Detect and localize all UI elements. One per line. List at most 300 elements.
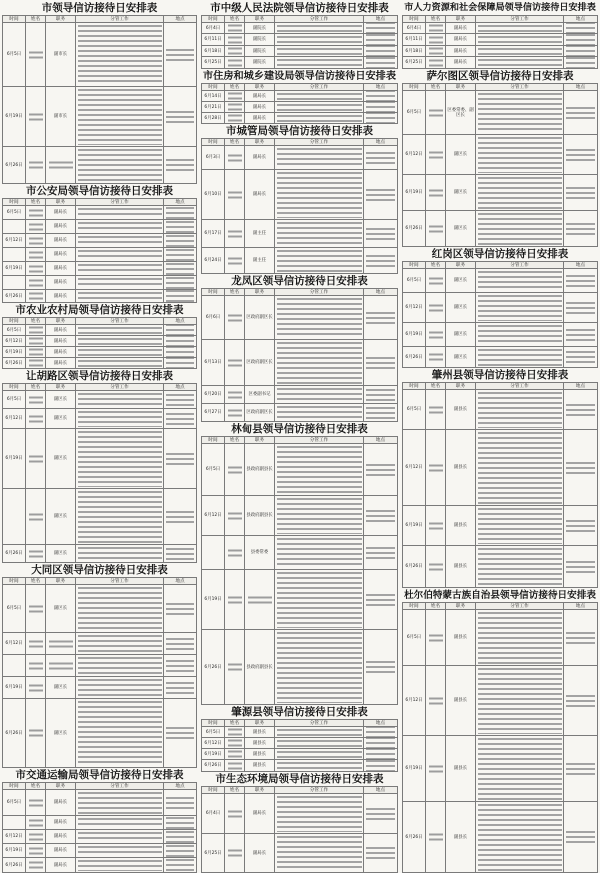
illegible-text	[228, 762, 242, 769]
date-cell	[403, 269, 426, 292]
name-cell	[26, 655, 46, 676]
location-cell	[164, 391, 197, 408]
position-cell	[245, 340, 275, 385]
table-header-row	[3, 318, 197, 325]
position-cell	[245, 248, 275, 273]
name-cell	[26, 276, 46, 289]
name-cell	[225, 146, 245, 169]
schedule-section	[201, 125, 398, 274]
location-cell	[364, 23, 398, 33]
date-cell	[403, 23, 426, 33]
reception-date: 6月13日	[204, 360, 222, 365]
duties-cell	[275, 496, 364, 535]
illegible-text	[29, 833, 43, 840]
position-cell	[46, 858, 76, 872]
date-cell	[202, 57, 225, 68]
illegible-text	[429, 697, 443, 704]
name-cell	[225, 760, 245, 771]
location-cell	[364, 444, 398, 495]
column-header	[364, 289, 398, 295]
location-cell	[564, 546, 598, 587]
illegible-text	[366, 152, 395, 164]
name-cell	[426, 347, 446, 367]
official-position: 副区长	[53, 416, 68, 421]
illegible-text	[78, 679, 162, 697]
official-position: 县政府副县长	[246, 467, 273, 472]
column-header-label: 职务	[254, 720, 265, 726]
location-cell	[164, 858, 197, 872]
position-cell	[245, 496, 275, 535]
name-cell	[26, 633, 46, 654]
reception-date: 6月3日	[205, 155, 221, 160]
position-cell	[245, 170, 275, 219]
date-cell	[202, 248, 225, 273]
position-cell	[245, 102, 275, 112]
column-header-label: 分管工作	[510, 383, 529, 389]
reception-date: 6月5日	[6, 397, 22, 402]
name-cell	[225, 630, 245, 704]
illegible-text	[29, 360, 43, 367]
date-cell	[202, 102, 225, 112]
column-header-label: 地点	[575, 16, 586, 22]
illegible-text	[366, 102, 395, 112]
name-cell	[26, 409, 46, 428]
location-cell	[164, 276, 197, 289]
column-header	[476, 262, 564, 268]
official-position: 副区长	[453, 152, 468, 157]
location-cell	[364, 834, 398, 872]
column-header-label: 地点	[175, 384, 185, 390]
illegible-text	[277, 632, 362, 703]
illegible-text	[78, 701, 162, 766]
official-position: 副区长	[53, 551, 68, 556]
table-row	[403, 34, 598, 46]
illegible-text	[366, 661, 395, 673]
column-header-label: 分管工作	[110, 384, 129, 390]
column-header-label: 职务	[254, 787, 265, 793]
duties-cell	[476, 34, 564, 45]
column-header	[564, 603, 598, 609]
table-header-row	[3, 199, 197, 206]
position-cell	[46, 429, 76, 488]
table-row	[202, 834, 398, 873]
illegible-text	[78, 832, 162, 842]
position-cell	[446, 430, 476, 505]
illegible-text	[277, 342, 362, 384]
position-cell	[46, 844, 76, 857]
official-position: 副主任	[252, 231, 267, 236]
reception-date: 6月12日	[204, 740, 222, 746]
column-header	[76, 318, 164, 324]
duties-cell	[275, 386, 364, 403]
location-cell	[164, 262, 197, 275]
table-title: 大同区领导信访接待日安排表	[31, 564, 168, 576]
duties-cell	[275, 220, 364, 247]
date-cell	[202, 570, 225, 629]
name-cell	[26, 234, 46, 247]
column-header	[46, 783, 76, 789]
column-header	[164, 783, 197, 789]
table-row	[3, 147, 197, 184]
position-cell	[446, 211, 476, 246]
official-position: 副局长	[53, 848, 68, 853]
position-cell	[46, 409, 76, 428]
column-header-label: 姓名	[30, 199, 41, 205]
column-header	[476, 383, 564, 389]
column-header-label: 时间	[9, 384, 19, 390]
date-cell	[202, 296, 225, 339]
location-cell	[564, 390, 598, 429]
table-row	[403, 666, 598, 736]
table-row	[403, 57, 598, 69]
illegible-text	[166, 859, 194, 871]
column-header	[46, 384, 76, 390]
column-header-label: 姓名	[30, 384, 41, 390]
illegible-text	[366, 57, 395, 68]
table-row	[202, 113, 398, 124]
position-cell	[446, 269, 476, 292]
column-header	[46, 318, 76, 324]
date-cell	[3, 830, 26, 843]
column-header	[202, 787, 225, 793]
column-header-label: 地点	[575, 262, 586, 268]
illegible-text	[566, 23, 595, 33]
location-cell	[364, 34, 398, 45]
illegible-text	[277, 572, 362, 628]
schedule-table	[2, 15, 197, 184]
column-header	[3, 384, 26, 390]
reception-date: 6月12日	[5, 641, 23, 646]
table-row	[403, 293, 598, 323]
column-header	[26, 783, 46, 789]
illegible-text	[49, 662, 73, 669]
official-position: 副局长	[252, 850, 267, 856]
name-cell	[225, 91, 245, 101]
column-header	[245, 437, 275, 443]
illegible-text	[429, 522, 443, 529]
name-cell	[26, 830, 46, 843]
illegible-text	[78, 208, 162, 218]
illegible-text	[478, 137, 562, 173]
location-cell	[364, 496, 398, 535]
schedule-table	[201, 288, 398, 422]
duties-cell	[476, 269, 564, 292]
illegible-text	[29, 265, 43, 272]
position-cell	[245, 749, 275, 759]
official-position: 副区长	[53, 514, 68, 519]
schedule-section	[402, 369, 598, 588]
illegible-text	[29, 293, 43, 300]
illegible-text	[566, 520, 595, 532]
illegible-text	[478, 59, 562, 67]
schedule-table	[402, 83, 598, 247]
official-position: 副局长	[53, 360, 68, 366]
reception-date: 6月19日	[5, 456, 23, 461]
duties-cell	[76, 699, 164, 767]
name-cell	[225, 738, 245, 748]
name-cell	[26, 325, 46, 335]
table-row	[202, 738, 398, 749]
column-header	[3, 16, 26, 22]
table-row	[202, 386, 398, 404]
position-cell	[446, 506, 476, 545]
duties-cell	[275, 404, 364, 421]
duties-cell	[76, 234, 164, 247]
column-header-label: 分管工作	[510, 262, 529, 268]
position-cell	[46, 290, 76, 302]
location-cell	[164, 489, 197, 544]
illegible-text	[166, 603, 194, 615]
illegible-text	[277, 115, 362, 122]
illegible-text	[478, 177, 562, 209]
column-header-label: 职务	[455, 16, 466, 22]
illegible-text	[166, 336, 194, 346]
reception-date: 6月5日	[406, 278, 422, 283]
position-cell	[46, 545, 76, 562]
position-cell	[245, 536, 275, 569]
position-cell	[46, 633, 76, 654]
column-header-label: 分管工作	[309, 437, 329, 443]
reception-date: 6月26日	[405, 834, 423, 840]
column-header	[476, 84, 564, 90]
position-cell	[245, 57, 275, 68]
position-cell	[46, 489, 76, 544]
date-cell	[3, 816, 26, 829]
location-cell	[364, 113, 398, 123]
date-cell	[3, 489, 26, 544]
duties-cell	[476, 293, 564, 322]
illegible-text	[29, 415, 43, 422]
column-header	[76, 578, 164, 584]
illegible-text	[478, 36, 562, 44]
duties-cell	[476, 46, 564, 56]
column-header	[225, 84, 245, 90]
name-cell	[26, 262, 46, 275]
column-header-label: 地点	[375, 720, 386, 726]
illegible-text	[166, 207, 194, 219]
illegible-text	[166, 727, 194, 739]
illegible-text	[228, 664, 242, 671]
column-header	[164, 384, 197, 390]
location-cell	[364, 91, 398, 101]
illegible-text	[166, 682, 194, 694]
illegible-text	[277, 48, 362, 55]
location-cell	[364, 46, 398, 56]
date-cell	[403, 390, 426, 429]
table-header-row	[202, 16, 398, 23]
schedule-section	[2, 769, 197, 873]
table-row	[202, 794, 398, 834]
table-header-row	[403, 16, 598, 23]
duties-cell	[275, 34, 364, 45]
duties-cell	[275, 749, 364, 759]
column-header	[275, 139, 364, 145]
column-header	[476, 603, 564, 609]
illegible-text	[566, 275, 595, 287]
location-cell	[564, 175, 598, 210]
table-row	[3, 391, 197, 409]
illegible-text	[29, 279, 43, 286]
table-row	[202, 46, 398, 57]
position-cell	[245, 91, 275, 101]
location-cell	[164, 220, 197, 233]
illegible-text	[566, 46, 595, 56]
column-header-label: 地点	[375, 84, 386, 90]
duties-cell	[275, 738, 364, 748]
location-cell	[164, 409, 197, 428]
date-cell	[3, 585, 26, 632]
reception-date: 6月12日	[405, 698, 423, 703]
illegible-text	[29, 819, 43, 826]
date-cell	[3, 336, 26, 346]
table-row	[3, 336, 197, 347]
name-cell	[26, 699, 46, 767]
name-cell	[225, 570, 245, 629]
illegible-text	[277, 796, 362, 832]
official-position: 副局长	[53, 338, 68, 344]
reception-date: 6月4日	[205, 811, 221, 816]
reception-date: 6月19日	[5, 114, 23, 119]
column-header-label: 职务	[254, 289, 265, 295]
column-header-label: 职务	[55, 783, 66, 789]
illegible-text	[78, 222, 162, 232]
duties-cell	[76, 206, 164, 219]
table-row	[3, 699, 197, 768]
date-cell	[3, 206, 26, 219]
location-cell	[564, 46, 598, 56]
table-header-row	[403, 603, 598, 610]
illegible-text	[566, 831, 595, 843]
illegible-text	[29, 349, 43, 356]
official-position: 副市长	[53, 114, 68, 119]
illegible-text	[29, 862, 43, 869]
illegible-text	[277, 298, 362, 338]
position-cell	[46, 248, 76, 261]
location-cell	[364, 296, 398, 339]
official-position: 副县长	[252, 751, 267, 757]
column-header	[225, 437, 245, 443]
table-row	[202, 536, 398, 570]
duties-cell	[275, 444, 364, 495]
official-position: 副局长	[53, 834, 68, 839]
location-cell	[164, 347, 197, 357]
illegible-text	[166, 394, 194, 406]
table-row	[202, 570, 398, 630]
table-row	[403, 135, 598, 175]
column-header	[476, 16, 564, 22]
reception-date: 6月25日	[204, 60, 222, 65]
table-row	[202, 146, 398, 170]
name-cell	[426, 506, 446, 545]
illegible-text	[277, 762, 362, 770]
date-cell	[3, 545, 26, 562]
location-cell	[164, 23, 197, 86]
name-cell	[225, 170, 245, 219]
column-header-label: 分管工作	[309, 16, 329, 22]
column-header	[3, 783, 26, 789]
column-header	[446, 262, 476, 268]
name-cell	[26, 429, 46, 488]
schedule-table	[201, 15, 398, 69]
schedule-section	[2, 304, 197, 369]
table-row	[3, 325, 197, 336]
name-cell	[426, 57, 446, 68]
illegible-text	[166, 263, 194, 275]
illegible-text	[429, 151, 443, 158]
table-row	[202, 340, 398, 386]
schedule-table	[2, 383, 197, 563]
duties-cell	[476, 135, 564, 174]
location-cell	[364, 536, 398, 569]
illegible-text	[78, 264, 162, 274]
date-cell	[3, 248, 26, 261]
date-cell	[403, 293, 426, 322]
location-cell	[364, 794, 398, 833]
column-header	[3, 318, 26, 324]
illegible-text	[248, 596, 272, 603]
location-cell	[164, 545, 197, 562]
illegible-text	[78, 846, 162, 856]
position-cell	[245, 220, 275, 247]
column-header-label: 职务	[254, 16, 265, 22]
table-header-row	[403, 383, 598, 390]
date-cell	[202, 760, 225, 771]
table-row	[3, 358, 197, 369]
location-cell	[564, 506, 598, 545]
column-header	[26, 16, 46, 22]
official-position: 副院长	[252, 37, 267, 42]
illegible-text	[277, 250, 362, 272]
location-cell	[564, 323, 598, 346]
table-title: 红岗区领导信访接待日安排表	[431, 248, 569, 260]
illegible-text	[566, 223, 595, 235]
location-cell	[164, 290, 197, 302]
column-header	[245, 720, 275, 726]
illegible-text	[277, 59, 362, 67]
column-header-label: 姓名	[430, 603, 441, 609]
reception-date: 6月12日	[405, 465, 423, 470]
name-cell	[426, 390, 446, 429]
position-cell	[446, 610, 476, 665]
location-cell	[364, 170, 398, 219]
reception-date: 6月11日	[405, 37, 423, 42]
column-header	[426, 16, 446, 22]
column-header-label: 地点	[175, 578, 185, 584]
date-cell	[202, 46, 225, 56]
duties-cell	[275, 113, 364, 123]
illegible-text	[78, 278, 162, 288]
official-position: 副院长	[252, 25, 267, 31]
column-header-label: 时间	[409, 16, 419, 22]
column-header	[3, 578, 26, 584]
official-position: 区委副书记	[248, 392, 271, 397]
duties-cell	[275, 727, 364, 737]
date-cell	[202, 794, 225, 833]
schedule-table	[2, 198, 197, 303]
duties-cell	[275, 146, 364, 169]
illegible-text	[78, 431, 162, 487]
name-cell	[426, 135, 446, 174]
reception-date: 6月19日	[405, 523, 423, 528]
official-position: 副局长	[252, 155, 267, 160]
official-position: 副局长	[252, 115, 267, 121]
column-header	[225, 289, 245, 295]
illegible-text	[429, 109, 443, 116]
date-cell	[403, 736, 426, 801]
official-position: 副院长	[252, 60, 267, 65]
illegible-text	[478, 213, 562, 245]
illegible-text	[366, 46, 395, 56]
